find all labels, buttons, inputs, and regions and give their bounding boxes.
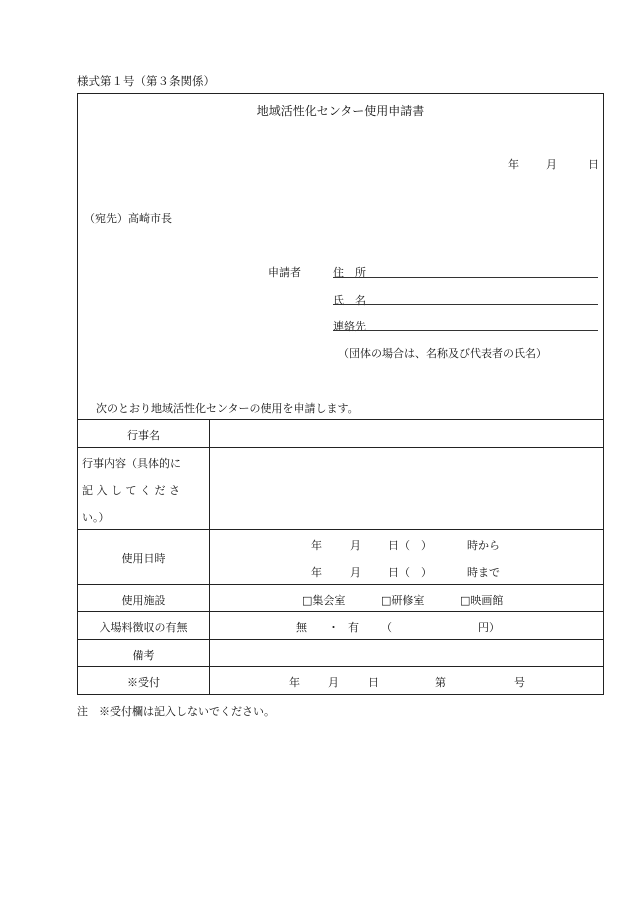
application-form-frame — [77, 93, 604, 695]
fee-yes-option[interactable]: 有 — [348, 621, 359, 634]
end-month: 月 — [350, 566, 361, 579]
form-title: 地域活性化センター使用申請書 — [256, 104, 425, 118]
entrance-fee-label: 入場料徴収の有無 — [99, 621, 188, 634]
contact-label: 連絡先 — [333, 320, 366, 333]
fee-amount-yen: 円） — [478, 621, 500, 634]
reception-day: 日 — [368, 676, 379, 689]
fee-none-option[interactable]: 無 — [296, 621, 307, 634]
reception-month: 月 — [328, 676, 339, 689]
organization-note: （団体の場合は、名称及び代表者の氏名） — [338, 347, 547, 360]
addressee: （宛先）高崎市長 — [84, 212, 172, 225]
address-underline[interactable] — [333, 277, 598, 278]
reception-number-suffix: 号 — [514, 676, 525, 689]
request-statement: 次のとおり地域活性化センターの使用を申請します。 — [96, 402, 359, 415]
date-day-label: 日 — [588, 158, 599, 171]
remarks-label: 備考 — [132, 649, 155, 662]
usage-datetime-label: 使用日時 — [121, 552, 166, 565]
event-content-label-line2: 記 入 し て く だ さ — [82, 484, 180, 497]
contact-underline[interactable] — [333, 330, 598, 331]
remarks-field[interactable] — [210, 640, 602, 666]
date-year-label: 年 — [508, 158, 519, 171]
facility-option-training-room[interactable]: □研修室 — [381, 594, 425, 607]
event-content-field[interactable] — [210, 448, 602, 529]
reception-year: 年 — [289, 676, 300, 689]
facility-option-cinema[interactable]: □映画館 — [460, 594, 504, 607]
end-year: 年 — [311, 566, 322, 579]
address-label: 住 所 — [333, 266, 366, 279]
facility-label: 使用施設 — [121, 594, 166, 607]
event-name-label: 行事名 — [127, 429, 160, 442]
date-month-label: 月 — [546, 158, 557, 171]
event-name-field[interactable] — [210, 420, 602, 447]
fee-separator: ・ — [328, 621, 339, 634]
facility-option-assembly-hall[interactable]: □集会室 — [302, 594, 346, 607]
start-time: 時から — [467, 539, 500, 552]
event-content-label-line3: い。） — [82, 511, 110, 524]
row-divider-6 — [78, 666, 603, 667]
form-number-label: 様式第１号（第３条関係） — [77, 74, 215, 88]
start-day: 日（ ） — [388, 539, 432, 552]
reception-label: ※受付 — [127, 676, 160, 689]
start-year: 年 — [311, 539, 322, 552]
end-time: 時まで — [467, 566, 500, 579]
start-month: 月 — [350, 539, 361, 552]
row-divider-3 — [78, 584, 603, 585]
name-underline[interactable] — [333, 304, 598, 305]
name-label: 氏 名 — [333, 294, 366, 307]
end-day: 日（ ） — [388, 566, 432, 579]
row-divider-4 — [78, 611, 603, 612]
fee-amount-open: （ — [381, 621, 392, 634]
reception-number-prefix: 第 — [435, 676, 446, 689]
event-content-label-line1: 行事内容（具体的に — [82, 457, 181, 470]
applicant-label: 申請者 — [268, 266, 301, 279]
footnote: 注 ※受付欄は記入しないでください。 — [77, 705, 275, 718]
row-divider-2 — [78, 529, 603, 530]
